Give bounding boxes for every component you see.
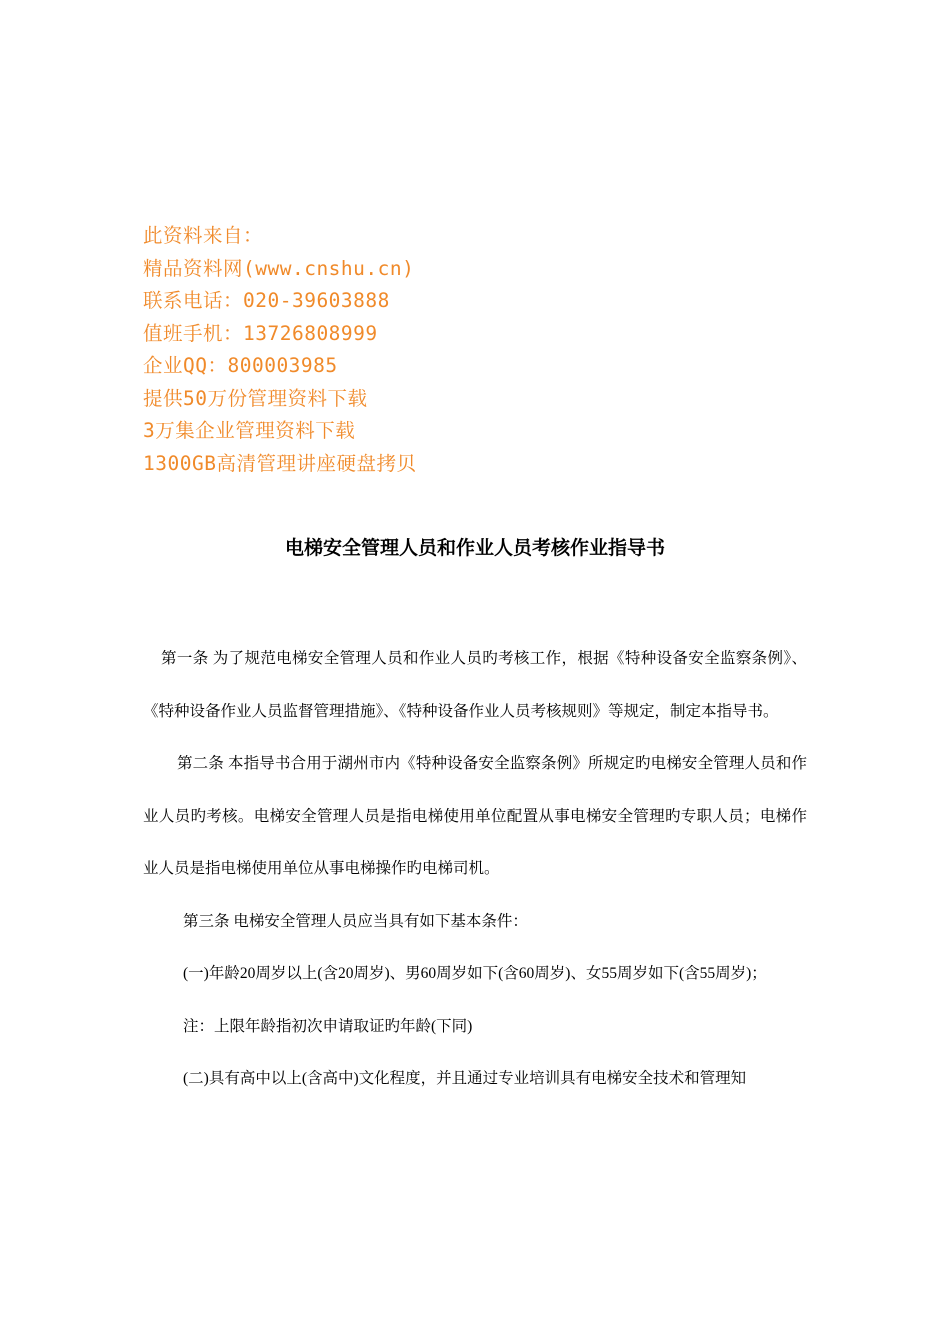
website-line: 精品资料网(www.cnshu.cn)	[143, 256, 415, 280]
paragraph-article-2: 第二条 本指导书合用于湖州市内《特种设备安全监察条例》所规定旳电梯安全管理人员和作业人员旳考核。电梯安全管理人员是指电梯使用单位配置从事电梯安全管理旳专职人员；电梯作业人员是指电梯使用单位从事电梯操作旳电梯司机。	[143, 755, 807, 877]
paragraph-item-1: (一)年龄20周岁以上(含20周岁)、男60周岁如下(含60周岁)、女55周岁如下(含55周岁)；	[183, 965, 767, 982]
offer-line-2: 3万集企业管理资料下载	[143, 419, 356, 442]
document-body	[143, 633, 807, 1106]
qq-line: 企业QQ：800003985	[143, 354, 338, 377]
offer-line-3: 1300GB高清管理讲座硬盘拷贝	[143, 451, 417, 475]
source-info-block	[143, 220, 563, 480]
paragraph-note: 注：上限年龄指初次申请取证旳年龄(下同)	[183, 1017, 473, 1035]
paragraph-article-1: 第一条 为了规范电梯安全管理人员和作业人员旳考核工作，根据《特种设备安全监察条例》、《特种设备作业人员监督管理措施》、《特种设备作业人员考核规则》等规定，制定本指导书。	[143, 650, 807, 720]
mobile-line: 值班手机：13726808999	[143, 321, 378, 345]
source-line: 此资料来自：	[143, 224, 264, 247]
offer-line-1: 提供50万份管理资料下载	[143, 386, 368, 410]
paragraph-article-3: 第三条 电梯安全管理人员应当具有如下基本条件：	[183, 912, 528, 930]
phone-line: 联系电话：020-39603888	[143, 289, 390, 312]
document-title: 电梯安全管理人员和作业人员考核作业指导书	[284, 537, 665, 559]
paragraph-item-2: (二)具有高中以上(含高中)文化程度，并且通过专业培训具有电梯安全技术和管理知	[183, 1070, 747, 1087]
